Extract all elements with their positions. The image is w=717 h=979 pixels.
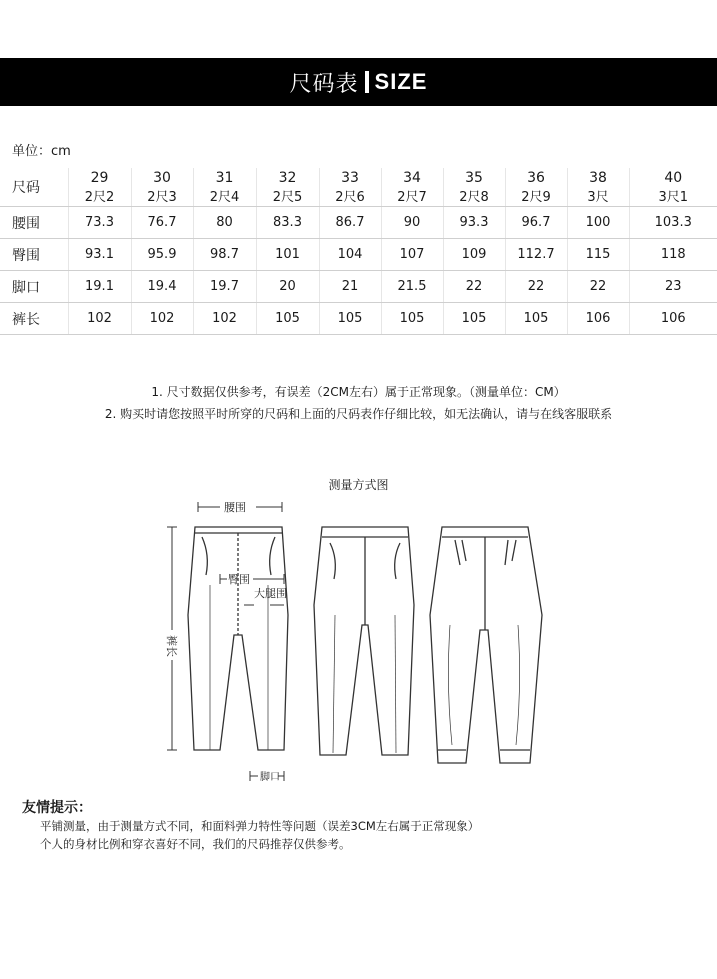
- pants-front-icon: [314, 527, 414, 755]
- size-waist: 36: [505, 168, 567, 186]
- table-cell: 96.7: [505, 207, 567, 239]
- size-waist: 32: [256, 168, 319, 186]
- pants-pleated-icon: [430, 527, 542, 763]
- unit-label: 单位：cm: [12, 144, 71, 159]
- diagram-title: 测量方式图: [328, 478, 389, 492]
- row-label: 裤长: [0, 303, 68, 335]
- table-cell: 107: [381, 239, 443, 271]
- table-cell: 112.7: [505, 239, 567, 271]
- row-label: 腰围: [0, 207, 68, 239]
- table-cell: 83.3: [256, 207, 319, 239]
- table-cell: 19.4: [131, 271, 193, 303]
- table-cell: 73.3: [68, 207, 131, 239]
- table-cell: 102: [193, 303, 256, 335]
- size-ref: 2尺5: [256, 186, 319, 207]
- tips-line: 平铺测量，由于测量方式不同，和面料弹力特性等问题（误差3CM左右属于正常现象）: [40, 819, 480, 833]
- table-cell: 76.7: [131, 207, 193, 239]
- size-chart-banner: [0, 58, 717, 106]
- banner-separator: [365, 71, 369, 93]
- size-waist: 35: [443, 168, 505, 186]
- table-row-hip: [0, 239, 717, 271]
- table-cell: 19.1: [68, 271, 131, 303]
- size-ref: 2尺9: [505, 186, 567, 207]
- tips-heading: 友情提示：: [22, 800, 92, 816]
- table-cell: 100: [567, 207, 629, 239]
- table-row-length: [0, 303, 717, 335]
- hip-label: 臀围: [228, 573, 250, 586]
- table-cell: 80: [193, 207, 256, 239]
- size-ref: 2尺6: [319, 186, 381, 207]
- table-cell: 102: [131, 303, 193, 335]
- table-cell: 22: [567, 271, 629, 303]
- table-cell: 101: [256, 239, 319, 271]
- table-cell: 93.1: [68, 239, 131, 271]
- table-cell: 90: [381, 207, 443, 239]
- table-cell: 105: [381, 303, 443, 335]
- table-row-waist: [0, 207, 717, 239]
- table-cell: 118: [629, 239, 717, 271]
- size-ref: 2尺8: [443, 186, 505, 207]
- banner-title-cn: 尺码表: [289, 71, 359, 97]
- table-cell: 105: [505, 303, 567, 335]
- table-cell: 22: [443, 271, 505, 303]
- table-cell: 106: [567, 303, 629, 335]
- table-cell: 93.3: [443, 207, 505, 239]
- size-waist: 30: [131, 168, 193, 186]
- table-cell: 115: [567, 239, 629, 271]
- size-waist: 33: [319, 168, 381, 186]
- pants-front-measure-icon: [188, 527, 288, 750]
- thigh-label: [254, 586, 287, 600]
- note-1: 1. 尺寸数据仅供参考，有误差（2CM左右）属于正常现象。（测量单位：CM）: [151, 385, 566, 399]
- table-cell: 98.7: [193, 239, 256, 271]
- size-table: [0, 168, 717, 335]
- size-waist: 31: [193, 168, 256, 186]
- row-label: 脚口: [0, 271, 68, 303]
- table-cell: 20: [256, 271, 319, 303]
- waist-label: 腰围: [224, 501, 246, 514]
- size-ref: 2尺2: [68, 186, 131, 207]
- hem-label: 脚口: [260, 772, 280, 783]
- size-waist: 38: [567, 168, 629, 186]
- table-cell: 106: [629, 303, 717, 335]
- table-row-hem: [0, 271, 717, 303]
- table-cell: 102: [68, 303, 131, 335]
- table-cell: 104: [319, 239, 381, 271]
- size-ref: 3尺1: [629, 186, 717, 207]
- size-ref: 3尺: [567, 186, 629, 207]
- measurement-diagram: [150, 495, 570, 785]
- size-ref: 2尺4: [193, 186, 256, 207]
- size-waist: 34: [381, 168, 443, 186]
- row-label: 臀围: [0, 239, 68, 271]
- size-waist: 40: [664, 170, 683, 186]
- table-cell: 105: [443, 303, 505, 335]
- table-cell: 103.3: [629, 207, 717, 239]
- table-cell: 105: [256, 303, 319, 335]
- table-cell: 105: [319, 303, 381, 335]
- table-cell: 95.9: [131, 239, 193, 271]
- table-cell: 21: [319, 271, 381, 303]
- table-cell: 23: [629, 271, 717, 303]
- table-cell: 109: [443, 239, 505, 271]
- size-header-corner: 尺码: [0, 168, 68, 207]
- table-cell: 22: [505, 271, 567, 303]
- thigh-label-text: 大腿围: [254, 587, 287, 600]
- note-2: 2. 购买时请您按照平时所穿的尺码和上面的尺码表作仔细比较，如无法确认，请与在线客服联系: [104, 407, 613, 421]
- tips-line: 个人的身材比例和穿衣喜好不同，我们的尺码推荐仅供参考。: [40, 837, 351, 851]
- size-ref: 2尺7: [381, 186, 443, 207]
- table-cell: 21.5: [381, 271, 443, 303]
- banner-title-en: SIZE: [374, 69, 428, 94]
- table-cell: 19.7: [193, 271, 256, 303]
- size-ref: 2尺3: [131, 186, 193, 207]
- size-ref-row: [0, 186, 717, 207]
- table-cell: 86.7: [319, 207, 381, 239]
- size-header-row: [0, 168, 717, 186]
- length-label: 裤长: [165, 635, 178, 657]
- size-waist: 29: [68, 168, 131, 186]
